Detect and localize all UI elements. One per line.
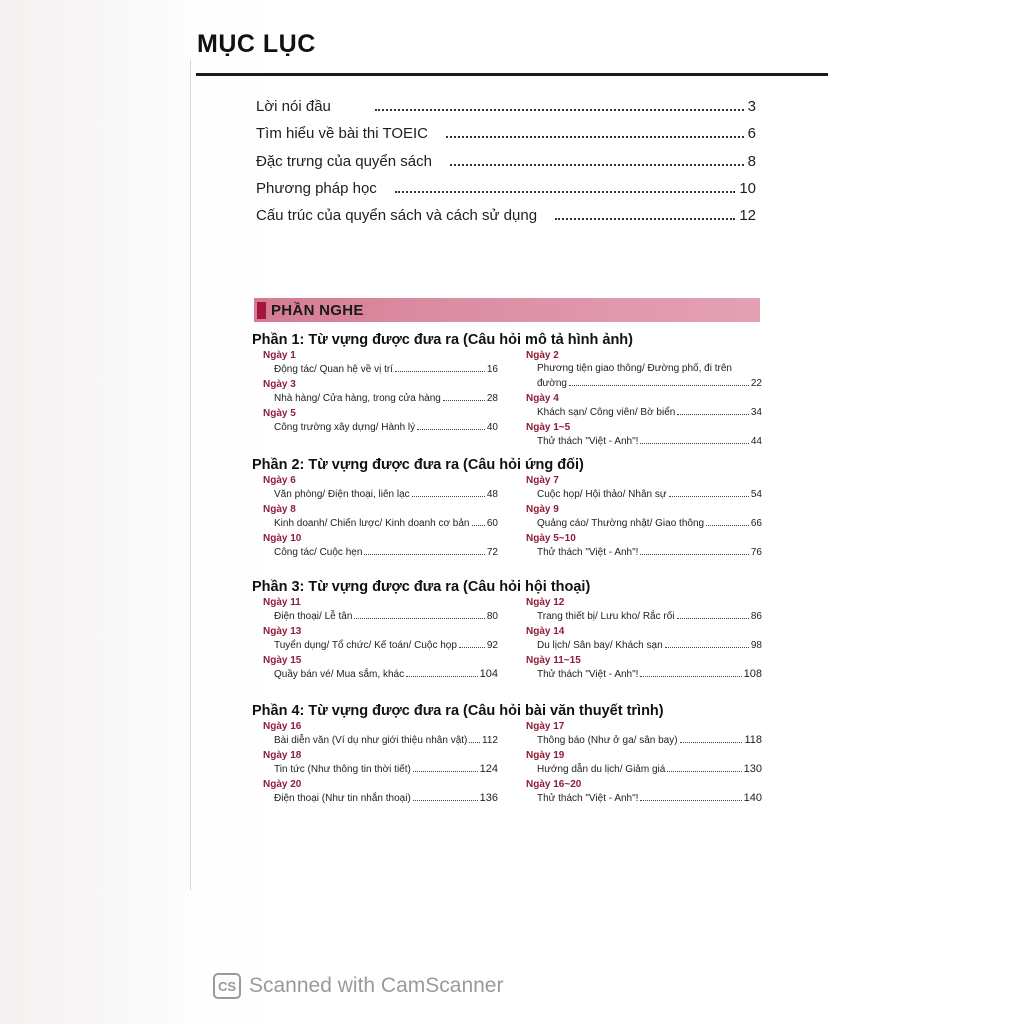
leader-dots xyxy=(446,135,744,138)
toc-entry xyxy=(526,638,762,653)
intro-item-page: 6 xyxy=(747,125,756,143)
leader-dots xyxy=(417,428,485,430)
intro-item xyxy=(256,207,756,234)
entry-page: 124 xyxy=(479,763,498,775)
intro-item xyxy=(256,125,756,152)
toc-entry xyxy=(526,434,762,449)
entry-text: Trang thiết bị/ Lưu kho/ Rắc rối xyxy=(537,611,675,622)
intro-item-label: Tìm hiểu về bài thi TOEIC xyxy=(256,125,429,143)
toc-entry xyxy=(526,376,762,391)
intro-item-label: Cấu trúc của quyển sách và cách sử dụng xyxy=(256,207,538,225)
entry-page: 66 xyxy=(750,518,762,529)
entry-text: Phương tiện giao thông/ Đường phố, đi trên xyxy=(537,363,732,374)
intro-item-page: 12 xyxy=(739,207,756,225)
leader-dots xyxy=(364,553,484,555)
leader-dots xyxy=(665,646,749,648)
day-label: Ngày 15 xyxy=(263,655,302,666)
entry-text: Kinh doanh/ Chiến lược/ Kinh doanh cơ bản xyxy=(274,518,470,529)
intro-item-page: 3 xyxy=(747,98,756,115)
leader-dots xyxy=(406,675,478,677)
intro-item xyxy=(256,180,756,207)
leader-dots xyxy=(569,384,749,386)
toc-entry xyxy=(526,516,762,531)
leader-dots xyxy=(677,413,749,415)
leader-dots xyxy=(395,370,485,372)
camscanner-watermark xyxy=(213,973,503,999)
toc-entry xyxy=(263,516,498,531)
day-label: Ngày 1~5 xyxy=(526,422,571,433)
leader-dots xyxy=(640,675,741,677)
day-label: Ngày 5 xyxy=(263,408,296,419)
entry-text: Bài diễn văn (Ví dụ như giới thiệu nhân vật) xyxy=(274,735,468,746)
toc-entry xyxy=(526,667,762,682)
intro-item-label: Đặc trưng của quyển sách xyxy=(256,152,432,170)
entry-text: Thông báo (Như ở ga/ sân bay) xyxy=(537,735,678,746)
leader-dots xyxy=(395,190,736,193)
day-label: Ngày 2 xyxy=(526,350,559,361)
leader-dots xyxy=(667,770,741,772)
leader-dots xyxy=(706,524,749,526)
toc-entry xyxy=(526,609,762,624)
entry-text: Nhà hàng/ Cửa hàng, trong cửa hàng xyxy=(274,393,441,404)
entry-page: 140 xyxy=(743,792,762,804)
toc-entry xyxy=(526,545,762,560)
intro-item-page: 8 xyxy=(747,152,756,170)
entry-text: Quầy bán vé/ Mua sắm, khác xyxy=(274,669,405,680)
leader-dots xyxy=(472,524,485,526)
entry-page: 48 xyxy=(486,489,498,500)
entry-text: Khách sạn/ Công viên/ Bờ biển xyxy=(537,407,676,418)
day-label: Ngày 16 xyxy=(263,721,302,732)
section-marker xyxy=(257,302,266,319)
toc-entry xyxy=(526,733,762,748)
toc-entry xyxy=(263,487,498,502)
entry-page: 98 xyxy=(750,640,762,651)
toc-entry xyxy=(263,733,498,748)
toc-entry xyxy=(263,609,498,624)
entry-page: 34 xyxy=(750,407,762,418)
toc-entry xyxy=(263,362,498,377)
leader-dots xyxy=(375,108,744,111)
part-title: Phần 1: Từ vựng được đưa ra (Câu hỏi mô tả hình ảnh) xyxy=(252,332,633,348)
left-column xyxy=(263,596,498,683)
day-label: Ngày 17 xyxy=(526,721,565,732)
left-column xyxy=(263,349,498,450)
title-rule xyxy=(196,73,828,76)
leader-dots xyxy=(450,163,744,166)
entry-text: Du lịch/ Sân bay/ Khách sạn xyxy=(537,640,663,651)
day-label: Ngày 16~20 xyxy=(526,779,582,790)
day-label: Ngày 3 xyxy=(263,379,296,390)
day-label: Ngày 5~10 xyxy=(526,533,576,544)
part-title: Phần 2: Từ vựng được đưa ra (Câu hỏi ứng đối) xyxy=(252,457,584,473)
day-label: Ngày 11~15 xyxy=(526,655,581,666)
entry-page: 16 xyxy=(486,364,498,375)
part-title: Phần 4: Từ vựng được đưa ra (Câu hỏi bài văn thuyết trình) xyxy=(252,703,664,719)
entry-page: 118 xyxy=(744,734,762,746)
leader-dots xyxy=(640,553,748,555)
day-label: Ngày 1 xyxy=(263,350,296,361)
day-label: Ngày 20 xyxy=(263,779,302,790)
left-column xyxy=(263,474,498,561)
part-title: Phần 3: Từ vựng được đưa ra (Câu hỏi hội thoại) xyxy=(252,579,591,595)
intro-item xyxy=(256,153,756,180)
section-title: PHẦN NGHE xyxy=(271,301,364,319)
toc-entry xyxy=(263,545,498,560)
toc-entry xyxy=(526,487,762,502)
entry-text: Điện thoại (Như tin nhắn thoại) xyxy=(274,793,411,804)
entry-page: 86 xyxy=(750,611,762,622)
watermark-text: Scanned with CamScanner xyxy=(249,974,504,997)
entry-text: Thử thách "Việt - Anh"! xyxy=(537,436,639,447)
day-label: Ngày 14 xyxy=(526,626,565,637)
entry-page: 40 xyxy=(486,422,498,433)
day-label: Ngày 4 xyxy=(526,393,559,404)
right-column xyxy=(526,474,762,561)
toc-entry xyxy=(263,667,498,682)
entry-text: Văn phòng/ Điện thoại, liên lạc xyxy=(274,489,410,500)
leader-dots xyxy=(459,646,485,648)
entry-text: Tin tức (Như thông tin thời tiết) xyxy=(274,764,411,775)
leader-dots xyxy=(555,217,735,220)
toc-entry xyxy=(526,791,762,806)
toc-entry xyxy=(263,420,498,435)
entry-text: Tuyển dụng/ Tổ chức/ Kế toán/ Cuộc họp xyxy=(274,640,457,651)
entry-page: 80 xyxy=(486,611,498,622)
leader-dots xyxy=(412,495,485,497)
day-label: Ngày 9 xyxy=(526,504,559,515)
leader-dots xyxy=(413,799,478,801)
intro-list xyxy=(256,98,756,234)
leader-dots xyxy=(469,741,480,743)
toc-entry xyxy=(526,405,762,420)
part-1 xyxy=(252,332,762,450)
entry-page: 22 xyxy=(750,378,762,389)
day-label: Ngày 8 xyxy=(263,504,296,515)
entry-text: Thử thách "Việt - Anh"! xyxy=(537,547,639,558)
day-label: Ngày 12 xyxy=(526,597,565,608)
right-column xyxy=(526,596,762,683)
leader-dots xyxy=(669,495,749,497)
right-column xyxy=(526,349,762,450)
part-2 xyxy=(252,457,762,561)
day-label: Ngày 13 xyxy=(263,626,302,637)
right-column xyxy=(526,720,762,807)
leader-dots xyxy=(354,617,484,619)
day-label: Ngày 19 xyxy=(526,750,565,761)
intro-item xyxy=(256,98,756,125)
leader-dots xyxy=(640,799,741,801)
entry-text: Cuộc họp/ Hội thảo/ Nhân sự xyxy=(537,489,667,500)
toc-entry xyxy=(263,762,498,777)
entry-text: Công trường xây dựng/ Hành lý xyxy=(274,422,416,433)
entry-text: Hướng dẫn du lịch/ Giảm giá xyxy=(537,764,666,775)
intro-item-page: 10 xyxy=(739,179,756,197)
entry-page: 108 xyxy=(743,668,762,680)
entry-page: 112 xyxy=(482,735,498,746)
entry-text: Động tác/ Quan hệ về vị trí xyxy=(274,364,393,375)
section-header xyxy=(254,298,760,322)
entry-text: Thử thách "Việt - Anh"! xyxy=(537,793,639,804)
entry-text: Công tác/ Cuộc hẹn xyxy=(274,547,363,558)
entry-page: 130 xyxy=(743,763,762,775)
entry-text: Quảng cáo/ Thường nhật/ Giao thông xyxy=(537,518,705,529)
entry-page: 92 xyxy=(486,640,498,651)
day-label: Ngày 7 xyxy=(526,475,559,486)
leader-dots xyxy=(677,617,749,619)
entry-page: 54 xyxy=(750,489,762,500)
toc-entry xyxy=(526,762,762,777)
day-label: Ngày 6 xyxy=(263,475,296,486)
entry-text: Thử thách "Việt - Anh"! xyxy=(537,669,639,680)
entry-text: Điện thoại/ Lễ tân xyxy=(274,611,353,622)
entry-page: 28 xyxy=(486,393,498,404)
left-column xyxy=(263,720,498,807)
day-label: Ngày 18 xyxy=(263,750,302,761)
toc-entry xyxy=(263,391,498,406)
entry-page: 44 xyxy=(750,436,762,447)
camscanner-logo: CS xyxy=(213,973,241,999)
leader-dots xyxy=(443,399,485,401)
entry-page: 136 xyxy=(479,792,498,804)
leader-dots xyxy=(680,741,743,743)
entry-page: 72 xyxy=(486,547,498,558)
entry-page: 76 xyxy=(750,547,762,558)
part-4 xyxy=(252,703,762,807)
page-edge-shadow xyxy=(190,60,191,890)
part-3 xyxy=(252,579,762,683)
day-label: Ngày 11 xyxy=(263,597,301,608)
entry-page: 60 xyxy=(486,518,498,529)
entry-text-continued: đường xyxy=(537,378,567,389)
day-label: Ngày 10 xyxy=(263,533,302,544)
entry-page: 104 xyxy=(479,668,498,680)
toc-entry xyxy=(263,638,498,653)
leader-dots xyxy=(413,770,478,772)
toc-entry xyxy=(263,791,498,806)
intro-item-label: Lời nói đầu xyxy=(256,98,331,115)
intro-item-label: Phương pháp học xyxy=(256,179,377,197)
leader-dots xyxy=(640,442,748,444)
page-title: MỤC LỤC xyxy=(197,30,316,58)
